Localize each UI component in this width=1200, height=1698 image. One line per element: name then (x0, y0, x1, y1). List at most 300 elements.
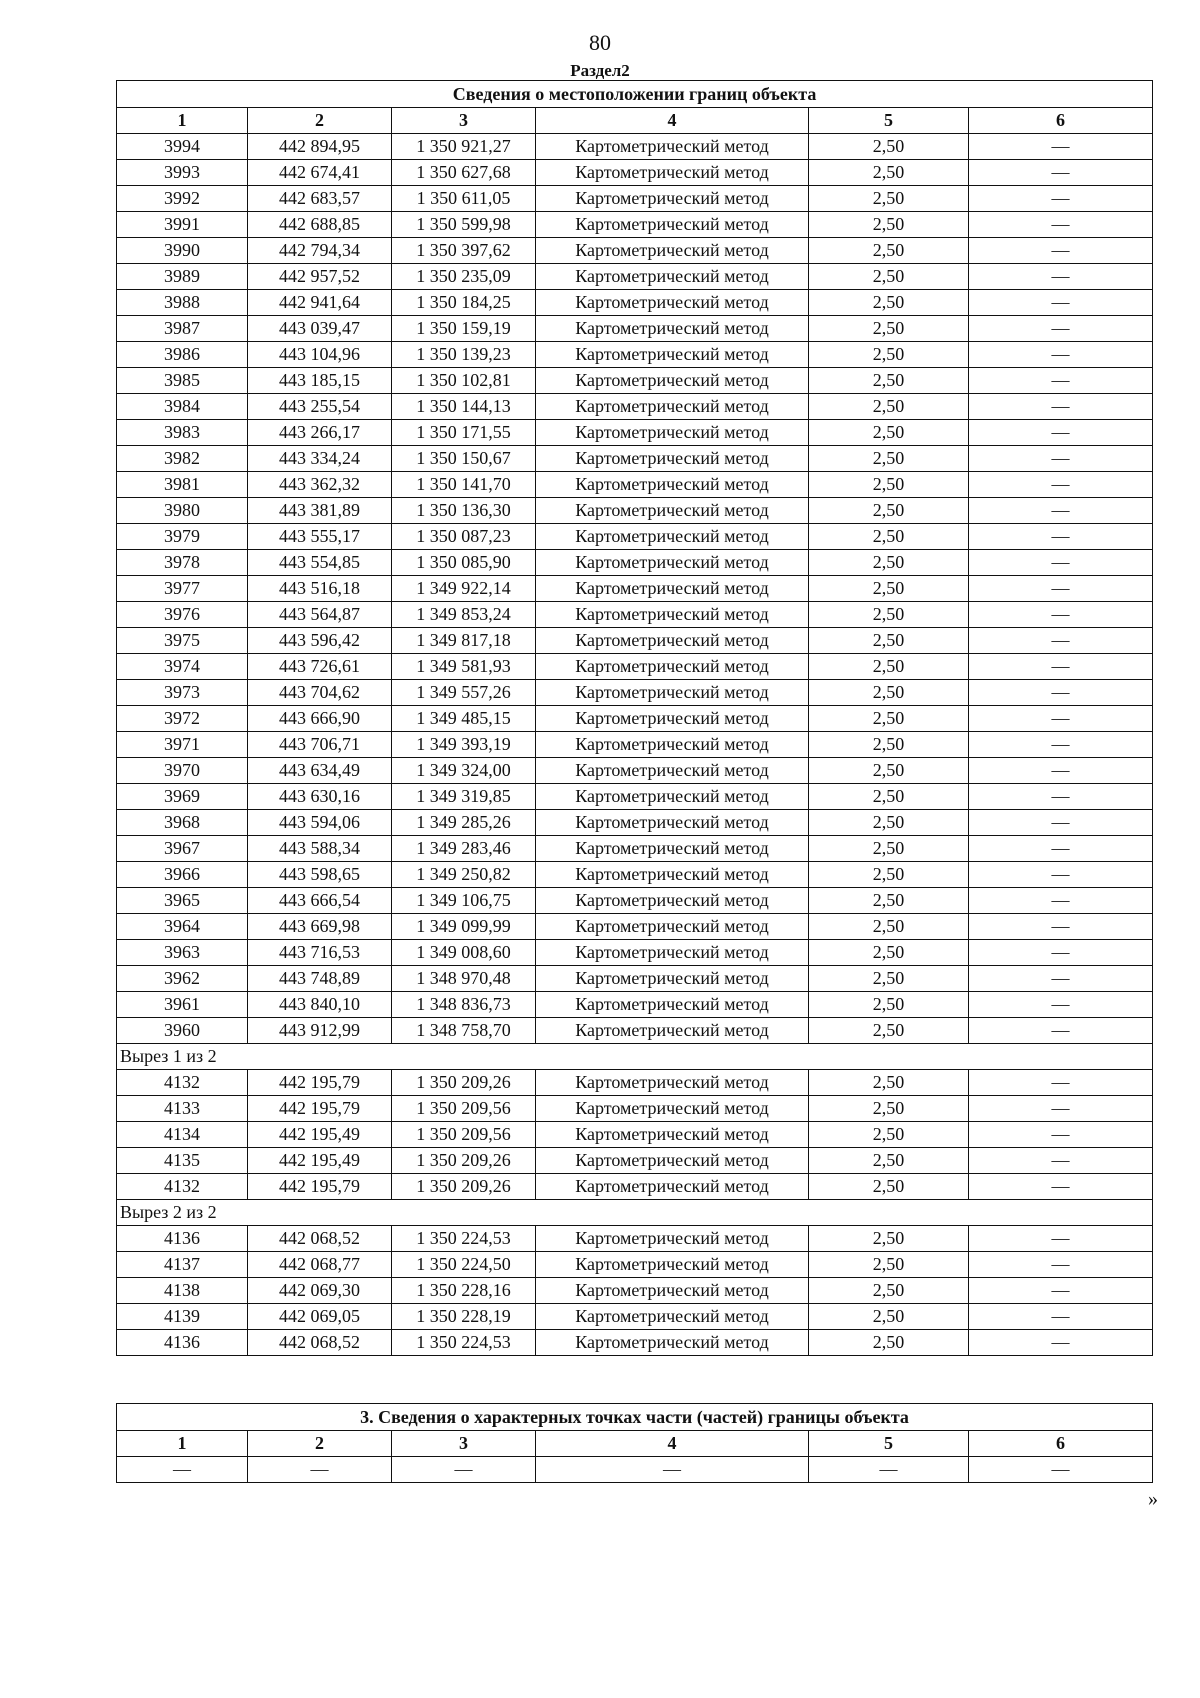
point-number-cell: 3986 (117, 342, 248, 368)
accuracy-cell: 2,50 (809, 420, 969, 446)
boundary-coordinates-table (116, 80, 1153, 1356)
point-number-cell: 3971 (117, 732, 248, 758)
method-cell: Картометрический метод (536, 524, 809, 550)
closing-quote: » (1148, 1488, 1158, 1510)
y-coordinate-cell: 1 350 087,23 (392, 524, 536, 550)
point-number-cell: 3962 (117, 966, 248, 992)
accuracy-cell: 2,50 (809, 368, 969, 394)
column-number: 2 (248, 1431, 392, 1457)
y-coordinate-cell: 1 350 085,90 (392, 550, 536, 576)
x-coordinate-cell: 442 068,77 (248, 1252, 392, 1278)
description-cell: — (969, 186, 1153, 212)
description-cell: — (969, 290, 1153, 316)
x-coordinate-cell: 442 069,05 (248, 1304, 392, 1330)
description-cell: — (969, 550, 1153, 576)
y-coordinate-cell: — (392, 1457, 536, 1483)
y-coordinate-cell: 1 350 397,62 (392, 238, 536, 264)
table-caption: 3. Сведения о характерных точках части (частей) границы объекта (117, 1404, 1153, 1431)
method-cell: Картометрический метод (536, 914, 809, 940)
table-row (117, 732, 1153, 758)
column-number-row (117, 1431, 1153, 1457)
accuracy-cell: 2,50 (809, 342, 969, 368)
x-coordinate-cell: 443 266,17 (248, 420, 392, 446)
y-coordinate-cell: 1 349 106,75 (392, 888, 536, 914)
y-coordinate-cell: 1 350 209,56 (392, 1096, 536, 1122)
x-coordinate-cell: 442 195,49 (248, 1122, 392, 1148)
accuracy-cell: 2,50 (809, 290, 969, 316)
column-number: 6 (969, 108, 1153, 134)
description-cell: — (969, 784, 1153, 810)
method-cell: Картометрический метод (536, 888, 809, 914)
column-number: 2 (248, 108, 392, 134)
table-row (117, 1148, 1153, 1174)
point-number-cell: 3974 (117, 654, 248, 680)
column-number: 3 (392, 1431, 536, 1457)
column-number: 6 (969, 1431, 1153, 1457)
x-coordinate-cell: 443 596,42 (248, 628, 392, 654)
y-coordinate-cell: 1 350 141,70 (392, 472, 536, 498)
point-number-cell: 3972 (117, 706, 248, 732)
accuracy-cell: 2,50 (809, 602, 969, 628)
method-cell: Картометрический метод (536, 1018, 809, 1044)
description-cell: — (969, 316, 1153, 342)
y-coordinate-cell: 1 350 184,25 (392, 290, 536, 316)
description-cell: — (969, 238, 1153, 264)
method-cell: Картометрический метод (536, 654, 809, 680)
method-cell: Картометрический метод (536, 472, 809, 498)
accuracy-cell: 2,50 (809, 888, 969, 914)
description-cell: — (969, 940, 1153, 966)
accuracy-cell: 2,50 (809, 862, 969, 888)
y-coordinate-cell: 1 350 209,56 (392, 1122, 536, 1148)
table-row (117, 420, 1153, 446)
x-coordinate-cell: 442 894,95 (248, 134, 392, 160)
accuracy-cell: 2,50 (809, 966, 969, 992)
point-number-cell: 3969 (117, 784, 248, 810)
description-cell: — (969, 1278, 1153, 1304)
column-number: 1 (117, 1431, 248, 1457)
y-coordinate-cell: 1 350 209,26 (392, 1070, 536, 1096)
y-coordinate-cell: 1 350 599,98 (392, 212, 536, 238)
method-cell: Картометрический метод (536, 1148, 809, 1174)
method-cell: Картометрический метод (536, 1122, 809, 1148)
y-coordinate-cell: 1 350 627,68 (392, 160, 536, 186)
table-row (117, 1096, 1153, 1122)
x-coordinate-cell: 442 794,34 (248, 238, 392, 264)
description-cell: — (969, 680, 1153, 706)
table-row (117, 160, 1153, 186)
accuracy-cell: 2,50 (809, 134, 969, 160)
accuracy-cell: 2,50 (809, 524, 969, 550)
table-row (117, 888, 1153, 914)
method-cell: Картометрический метод (536, 1252, 809, 1278)
accuracy-cell: 2,50 (809, 654, 969, 680)
y-coordinate-cell: 1 350 235,09 (392, 264, 536, 290)
point-number-cell: 4137 (117, 1252, 248, 1278)
cutout-group-row (117, 1200, 1153, 1226)
point-number-cell: 4134 (117, 1122, 248, 1148)
description-cell: — (969, 1330, 1153, 1356)
table-row (117, 758, 1153, 784)
x-coordinate-cell: 443 334,24 (248, 446, 392, 472)
table-row (117, 524, 1153, 550)
accuracy-cell: 2,50 (809, 160, 969, 186)
table-row (117, 290, 1153, 316)
point-number-cell: 3979 (117, 524, 248, 550)
accuracy-cell: 2,50 (809, 212, 969, 238)
accuracy-cell: 2,50 (809, 732, 969, 758)
column-number: 5 (809, 108, 969, 134)
section-label: Раздел2 (570, 61, 630, 80)
point-number-cell: 4139 (117, 1304, 248, 1330)
y-coordinate-cell: 1 350 102,81 (392, 368, 536, 394)
x-coordinate-cell: 443 840,10 (248, 992, 392, 1018)
description-cell: — (969, 212, 1153, 238)
y-coordinate-cell: 1 349 581,93 (392, 654, 536, 680)
point-number-cell: 4133 (117, 1096, 248, 1122)
table-row (117, 1330, 1153, 1356)
accuracy-cell: 2,50 (809, 1174, 969, 1200)
y-coordinate-cell: 1 349 283,46 (392, 836, 536, 862)
table-row (117, 654, 1153, 680)
x-coordinate-cell: 442 069,30 (248, 1278, 392, 1304)
table-row (117, 966, 1153, 992)
point-number-cell: 3980 (117, 498, 248, 524)
x-coordinate-cell: 443 634,49 (248, 758, 392, 784)
x-coordinate-cell: 442 195,79 (248, 1174, 392, 1200)
description-cell: — (969, 472, 1153, 498)
y-coordinate-cell: 1 349 817,18 (392, 628, 536, 654)
point-number-cell: 3978 (117, 550, 248, 576)
x-coordinate-cell: 443 666,54 (248, 888, 392, 914)
table-row (117, 134, 1153, 160)
accuracy-cell: 2,50 (809, 472, 969, 498)
table-row (117, 550, 1153, 576)
table-row (117, 498, 1153, 524)
point-number-cell: 3967 (117, 836, 248, 862)
table-row (117, 784, 1153, 810)
table-row (117, 316, 1153, 342)
method-cell: Картометрический метод (536, 550, 809, 576)
accuracy-cell: 2,50 (809, 1330, 969, 1356)
table-row (117, 1304, 1153, 1330)
y-coordinate-cell: 1 349 008,60 (392, 940, 536, 966)
method-cell: Картометрический метод (536, 1304, 809, 1330)
y-coordinate-cell: 1 350 228,19 (392, 1304, 536, 1330)
table-row (117, 472, 1153, 498)
y-coordinate-cell: 1 350 150,67 (392, 446, 536, 472)
accuracy-cell: 2,50 (809, 784, 969, 810)
x-coordinate-cell: 443 588,34 (248, 836, 392, 862)
point-number-cell: 3965 (117, 888, 248, 914)
description-cell: — (969, 1304, 1153, 1330)
cutout-label: Вырез 2 из 2 (117, 1200, 1153, 1226)
table-row (117, 342, 1153, 368)
x-coordinate-cell: 443 104,96 (248, 342, 392, 368)
method-cell: Картометрический метод (536, 342, 809, 368)
point-number-cell: 4138 (117, 1278, 248, 1304)
accuracy-cell: 2,50 (809, 394, 969, 420)
description-cell: — (969, 1457, 1153, 1483)
y-coordinate-cell: 1 349 853,24 (392, 602, 536, 628)
x-coordinate-cell: 442 195,79 (248, 1070, 392, 1096)
method-cell: Картометрический метод (536, 212, 809, 238)
x-coordinate-cell: 442 674,41 (248, 160, 392, 186)
y-coordinate-cell: 1 350 224,53 (392, 1330, 536, 1356)
accuracy-cell: 2,50 (809, 706, 969, 732)
x-coordinate-cell: 443 630,16 (248, 784, 392, 810)
table-row (117, 1252, 1153, 1278)
description-cell: — (969, 264, 1153, 290)
point-number-cell: 3961 (117, 992, 248, 1018)
accuracy-cell: 2,50 (809, 810, 969, 836)
x-coordinate-cell: 443 255,54 (248, 394, 392, 420)
description-cell: — (969, 394, 1153, 420)
y-coordinate-cell: 1 350 209,26 (392, 1174, 536, 1200)
description-cell: — (969, 368, 1153, 394)
y-coordinate-cell: 1 349 319,85 (392, 784, 536, 810)
point-number-cell: 3964 (117, 914, 248, 940)
table-row (117, 914, 1153, 940)
point-number-cell: 3984 (117, 394, 248, 420)
accuracy-cell: 2,50 (809, 238, 969, 264)
method-cell: Картометрический метод (536, 992, 809, 1018)
method-cell: Картометрический метод (536, 602, 809, 628)
table-row (117, 1278, 1153, 1304)
table-row (117, 1174, 1153, 1200)
accuracy-cell: 2,50 (809, 264, 969, 290)
table-row (117, 1122, 1153, 1148)
method-cell: Картометрический метод (536, 1330, 809, 1356)
table-row (117, 186, 1153, 212)
method-cell: Картометрический метод (536, 394, 809, 420)
point-number-cell: 3982 (117, 446, 248, 472)
method-cell: Картометрический метод (536, 810, 809, 836)
point-number-cell: 3989 (117, 264, 248, 290)
description-cell: — (969, 576, 1153, 602)
accuracy-cell: 2,50 (809, 1252, 969, 1278)
accuracy-cell: 2,50 (809, 1148, 969, 1174)
column-number: 5 (809, 1431, 969, 1457)
y-coordinate-cell: 1 350 209,26 (392, 1148, 536, 1174)
x-coordinate-cell: 442 068,52 (248, 1330, 392, 1356)
description-cell: — (969, 1122, 1153, 1148)
point-number-cell: 3976 (117, 602, 248, 628)
point-number-cell: 3994 (117, 134, 248, 160)
method-cell: Картометрический метод (536, 940, 809, 966)
description-cell: — (969, 446, 1153, 472)
y-coordinate-cell: 1 348 970,48 (392, 966, 536, 992)
description-cell: — (969, 1148, 1153, 1174)
method-cell: Картометрический метод (536, 316, 809, 342)
method-cell: Картометрический метод (536, 966, 809, 992)
x-coordinate-cell: 442 683,57 (248, 186, 392, 212)
description-cell: — (969, 1096, 1153, 1122)
accuracy-cell: 2,50 (809, 628, 969, 654)
table-row (117, 992, 1153, 1018)
accuracy-cell: 2,50 (809, 1304, 969, 1330)
x-coordinate-cell: 443 564,87 (248, 602, 392, 628)
column-number: 3 (392, 108, 536, 134)
table-row (117, 212, 1153, 238)
point-number-cell: 3992 (117, 186, 248, 212)
y-coordinate-cell: 1 349 557,26 (392, 680, 536, 706)
accuracy-cell: 2,50 (809, 758, 969, 784)
method-cell: — (536, 1457, 809, 1483)
x-coordinate-cell: 442 941,64 (248, 290, 392, 316)
column-number: 4 (536, 1431, 809, 1457)
method-cell: Картометрический метод (536, 160, 809, 186)
x-coordinate-cell: 443 704,62 (248, 680, 392, 706)
y-coordinate-cell: 1 350 136,30 (392, 498, 536, 524)
y-coordinate-cell: 1 350 611,05 (392, 186, 536, 212)
point-number-cell: 3977 (117, 576, 248, 602)
part-points-table (116, 1403, 1153, 1483)
y-coordinate-cell: 1 349 285,26 (392, 810, 536, 836)
method-cell: Картометрический метод (536, 446, 809, 472)
point-number-cell: 3993 (117, 160, 248, 186)
page-number: 80 (589, 30, 611, 55)
column-number: 4 (536, 108, 809, 134)
accuracy-cell: 2,50 (809, 576, 969, 602)
description-cell: — (969, 836, 1153, 862)
description-cell: — (969, 862, 1153, 888)
cutout-label: Вырез 1 из 2 (117, 1044, 1153, 1070)
accuracy-cell: 2,50 (809, 498, 969, 524)
table-row (117, 1018, 1153, 1044)
table-row (117, 940, 1153, 966)
description-cell: — (969, 758, 1153, 784)
point-number-cell: 3991 (117, 212, 248, 238)
method-cell: Картометрический метод (536, 1096, 809, 1122)
x-coordinate-cell: 443 185,15 (248, 368, 392, 394)
y-coordinate-cell: 1 350 144,13 (392, 394, 536, 420)
table-row (117, 394, 1153, 420)
table-row (117, 1070, 1153, 1096)
description-cell: — (969, 342, 1153, 368)
method-cell: Картометрический метод (536, 576, 809, 602)
accuracy-cell: 2,50 (809, 446, 969, 472)
description-cell: — (969, 628, 1153, 654)
table-row (117, 810, 1153, 836)
method-cell: Картометрический метод (536, 420, 809, 446)
table-caption: Сведения о местоположении границ объекта (117, 81, 1153, 108)
description-cell: — (969, 160, 1153, 186)
table-row (117, 862, 1153, 888)
method-cell: Картометрический метод (536, 1174, 809, 1200)
point-number-cell: 3963 (117, 940, 248, 966)
accuracy-cell: — (809, 1457, 969, 1483)
x-coordinate-cell: 443 598,65 (248, 862, 392, 888)
x-coordinate-cell: 443 594,06 (248, 810, 392, 836)
description-cell: — (969, 654, 1153, 680)
point-number-cell: 3987 (117, 316, 248, 342)
x-coordinate-cell: — (248, 1457, 392, 1483)
table-row (117, 1226, 1153, 1252)
point-number-cell: 3990 (117, 238, 248, 264)
accuracy-cell: 2,50 (809, 836, 969, 862)
description-cell: — (969, 1174, 1153, 1200)
x-coordinate-cell: 442 688,85 (248, 212, 392, 238)
y-coordinate-cell: 1 350 139,23 (392, 342, 536, 368)
method-cell: Картометрический метод (536, 706, 809, 732)
description-cell: — (969, 888, 1153, 914)
method-cell: Картометрический метод (536, 784, 809, 810)
y-coordinate-cell: 1 350 171,55 (392, 420, 536, 446)
x-coordinate-cell: 443 716,53 (248, 940, 392, 966)
point-number-cell: 4136 (117, 1330, 248, 1356)
table-row (117, 706, 1153, 732)
method-cell: Картометрический метод (536, 836, 809, 862)
point-number-cell: 3968 (117, 810, 248, 836)
x-coordinate-cell: 442 068,52 (248, 1226, 392, 1252)
accuracy-cell: 2,50 (809, 186, 969, 212)
x-coordinate-cell: 443 555,17 (248, 524, 392, 550)
point-number-cell: 4135 (117, 1148, 248, 1174)
point-number-cell: 4132 (117, 1070, 248, 1096)
description-cell: — (969, 1018, 1153, 1044)
y-coordinate-cell: 1 350 228,16 (392, 1278, 536, 1304)
accuracy-cell: 2,50 (809, 550, 969, 576)
table-row (117, 1457, 1153, 1483)
method-cell: Картометрический метод (536, 134, 809, 160)
method-cell: Картометрический метод (536, 1070, 809, 1096)
accuracy-cell: 2,50 (809, 1122, 969, 1148)
x-coordinate-cell: 443 706,71 (248, 732, 392, 758)
y-coordinate-cell: 1 348 836,73 (392, 992, 536, 1018)
cutout-group-row (117, 1044, 1153, 1070)
y-coordinate-cell: 1 350 159,19 (392, 316, 536, 342)
table-row (117, 368, 1153, 394)
x-coordinate-cell: 443 039,47 (248, 316, 392, 342)
accuracy-cell: 2,50 (809, 1018, 969, 1044)
column-number: 1 (117, 108, 248, 134)
x-coordinate-cell: 443 912,99 (248, 1018, 392, 1044)
column-number-row (117, 108, 1153, 134)
description-cell: — (969, 992, 1153, 1018)
description-cell: — (969, 524, 1153, 550)
method-cell: Картометрический метод (536, 862, 809, 888)
method-cell: Картометрический метод (536, 290, 809, 316)
point-number-cell: 3973 (117, 680, 248, 706)
x-coordinate-cell: 443 669,98 (248, 914, 392, 940)
y-coordinate-cell: 1 349 099,99 (392, 914, 536, 940)
table-row (117, 680, 1153, 706)
y-coordinate-cell: 1 348 758,70 (392, 1018, 536, 1044)
x-coordinate-cell: 443 726,61 (248, 654, 392, 680)
point-number-cell: 3983 (117, 420, 248, 446)
point-number-cell: 3985 (117, 368, 248, 394)
table-row (117, 264, 1153, 290)
accuracy-cell: 2,50 (809, 940, 969, 966)
accuracy-cell: 2,50 (809, 1278, 969, 1304)
description-cell: — (969, 602, 1153, 628)
description-cell: — (969, 1226, 1153, 1252)
description-cell: — (969, 134, 1153, 160)
method-cell: Картометрический метод (536, 1226, 809, 1252)
accuracy-cell: 2,50 (809, 316, 969, 342)
accuracy-cell: 2,50 (809, 914, 969, 940)
y-coordinate-cell: 1 350 224,50 (392, 1252, 536, 1278)
description-cell: — (969, 810, 1153, 836)
method-cell: Картометрический метод (536, 264, 809, 290)
y-coordinate-cell: 1 349 393,19 (392, 732, 536, 758)
method-cell: Картометрический метод (536, 1278, 809, 1304)
x-coordinate-cell: 443 666,90 (248, 706, 392, 732)
accuracy-cell: 2,50 (809, 1070, 969, 1096)
accuracy-cell: 2,50 (809, 1226, 969, 1252)
method-cell: Картометрический метод (536, 368, 809, 394)
